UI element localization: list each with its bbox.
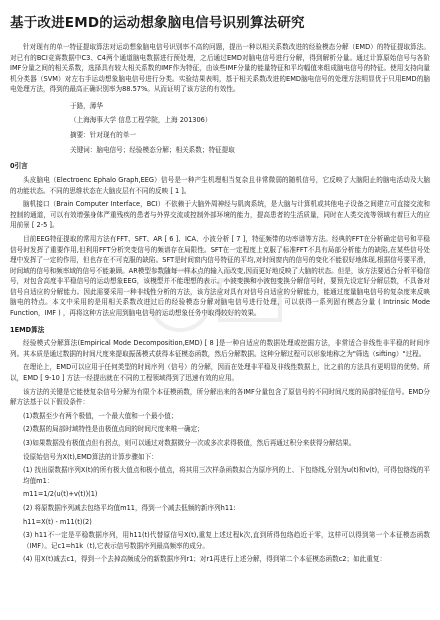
step-2: (2) 将原数据序列减去包络平均值m11，得到一个减去低频的新序列h11: bbox=[23, 503, 236, 512]
author-line: 于路，薄华 bbox=[70, 101, 103, 110]
affiliation-line: （上海海事大学 信息工程学院，上海 201306） bbox=[70, 115, 212, 124]
step-1: (1) 找出原数据序列X(t)的所有极大值点和极小值点，将其用三次样条函数拟合为原序列的上、下包络线,分别为u(t)和v(t)，可得包络线的平均值m1： bbox=[23, 466, 430, 485]
emd-paragraph-1: 经验模式分解算法(Empirical Mode Decomposition,EMD) [ 8 ]是一种自适应的数据处理或挖掘方法，非常适合非线性非平稳的时间序列。其本质是通过数据的时间尺度来提取振荡模式获得本征模态函数，然后分解数据。这种分解过程可以形象地称之为"筛选（sifting）"过程。 bbox=[10, 339, 430, 358]
intro-paragraph-3: 目前EEG特征提取的常用方法有FFT、SFT、AR [ 6 ]、ICA、小波分析 [ 7 ]，特征频带的功率谱等方法。经典的FFT在分析确定信号和平稳信号时发挥了重要作用,但利用FFT分析突变信号的频谱存在局限性。SFT在一定程度上克服了标准FFT不具有局部分析能力的缺陷,在某些信号处理中发挥了一定的作用，但也存在不可克服的缺陷。SFT是时间窗内信号特征的平均,对时间窗内的信号的变化不能很好地体现,根据信号要平滑，时间域的信号和频率域的信号不能兼顾。AR模型参数随每一样本点的输入而改变,因而更好地反映了大脑的状态。但是，该方法要适合分析平稳信号，对包含高度非平稳信号的运动想象EEG，该模型并不能理想的表示。小波变换和小波包变换分解信号时，要预先设定好分解层数，不具备对信号自适应的分解能力。因此需要采用一种非线性分析的方法，该方法应对具有对信号自适应的分解能力，能通过度量脑电信号的复杂度来反映脑电的特点。本文中采用的是用相关系数改进过后的经验模态分解对脑电信号进行处理，可以获得一系列固有模态分量 ( Intrinsic Mode Function，IMF ) ，再将这种方法应用到脑电信号的运动想象任务中取得较好的效果。 bbox=[10, 234, 430, 318]
assumption-3: (3)如果数据没有极值点但有拐点，则可以通过对数据微分一次或多次求得极值，然后再通过积分来获得分解结果。 bbox=[23, 439, 356, 447]
equation-1: m11=1/2(u(t)+v(t))(1) bbox=[23, 490, 98, 499]
step-4: (4) 用X(t)减去c1，得到一个去掉高频成分的新数据序列r1；对r1再进行上述分解，得到第二个本征模态函数c2；如此重复： bbox=[23, 555, 387, 564]
emd-paragraph-3: 该方法的关键是它能使复杂信号分解为有限个本征模函数，所分解出来的各IMF分量包含了原信号的不同时间尺度的局部特征信号。EMD分解方法基于以下假设条件： bbox=[10, 387, 430, 407]
abstract-label-line: 摘要：针对现有的单一 bbox=[70, 131, 136, 140]
steps-intro: 设原始信号为X(t),EMD算法的计算步骤如下： bbox=[23, 452, 158, 461]
intro-paragraph-1: 头皮脑电（Electroenc Ephalo Graph,EEG）信号是一种产生机理相当复杂且非常微弱的随机信号，它反映了大脑阳止的脑电活动及大脑的功能状态。不同的思维状态在大脑皮层有不同的反映 [ 1 ]。 bbox=[10, 175, 430, 195]
intro-paragraph-2: 脑机接口（Brain Computer Interface，BCI）不依赖于大脑外周神经与肌肉系统，是大脑与计算机或其他电子设备之间建立可直接交流和控制的通道，可以有效增强身体严重残疾的患者与外界交流或控制外部环境的能力，提高患者的生活质量，同时在人类交流等领域有着巨大的应用前景 [ 2-5 ]。 bbox=[10, 200, 430, 230]
article-title: 基于改进EMD的运动想象脑电信号识别算法研究 bbox=[10, 15, 305, 31]
assumption-1: (1)数据至少有两个极值，一个最大值和一个最小值； bbox=[23, 411, 178, 420]
abstract-paragraph: 针对现有的单一特征提取算法对运动想象脑电信号识别率不高的问题，提出一种以相关系数改进的经验模态分解（EMD）的特征提取算法。对已有的BCI竞赛数据中C3、C4两个通道脑电数据进行预处理，之后通过EMD对脑电信号进行分解，得到解析分量。通过计算原始信号与各阶IMF分量之间的相关系数，选择具有较大相关系数的IMF作为特征，由该些IMF分量的能量特征和平均幅值来组成脑电信号的特征。使用支持向量机分类器（SVM）对左右手运动想象脑电信号进行分类。实验结果表明，基于相关系数改进的EMD脑电信号的处理方法明显优于只用EMD的脑电处理方法，得到的最高正确识别率为88.57%。从而证明了该方法的有效性。 bbox=[10, 43, 430, 94]
section-heading-intro: 0引言 bbox=[10, 162, 28, 171]
article-body bbox=[10, 42, 430, 568]
step-3: (3) h11不一定是平稳数据序列，用h11(t)代替原信号X(t),重复上述过程k次,直到所得包络趋近于零，这样可以得到第一个本征模态函数（IMF）。记c1=h1k（t),它表示信号数据序列最高频率的成分。 bbox=[23, 531, 430, 550]
emd-paragraph-2: 在理论上，EMD可以应用于任何类型的时间序列（信号）的分解，因而在处理非平稳及非线性数据上，比之前的方法具有更明显的优势。所以，EMD [ 9-10 ] 方法一经提出就在不同的工程领域得到了迅速有效的应用。 bbox=[10, 363, 430, 383]
equation-2: h11=X(t) - m11(t)(2) bbox=[23, 517, 92, 526]
assumption-2: (2)数据的局部时域特性是由极值点间的时间尺度来唯一确定； bbox=[23, 425, 204, 434]
keywords-line: 关键词：脑电信号；经验模态分解；相关系数；特征提取 bbox=[70, 145, 235, 154]
section-heading-emd: 1EMD算法 bbox=[10, 325, 45, 334]
